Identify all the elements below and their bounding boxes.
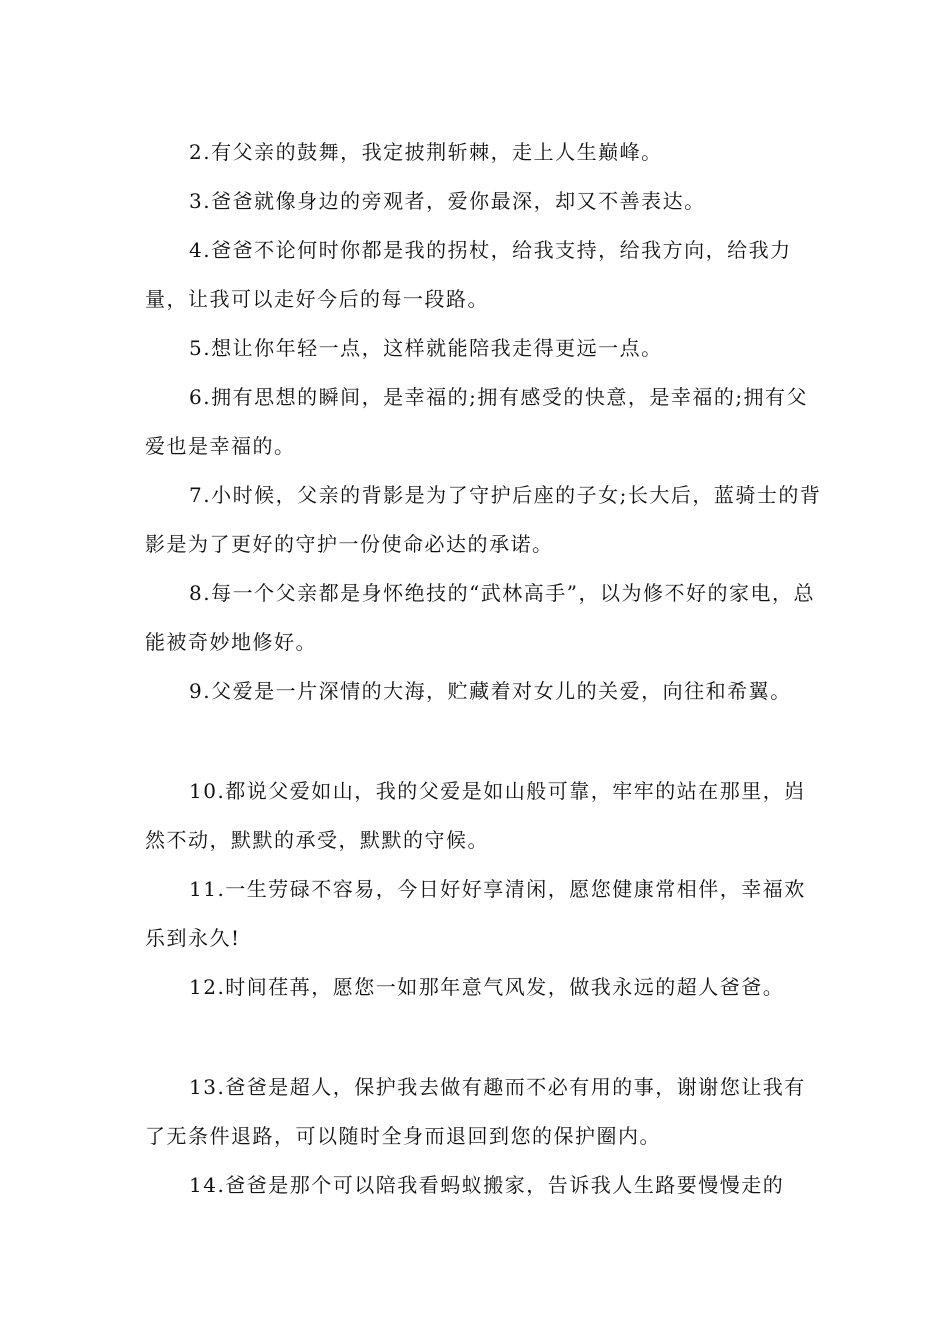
paragraph-10: 10.都说父爱如山，我的父爱是如山般可靠，牢牢的站在那里，岿然不动，默默的承受，默默的守候。 — [145, 779, 806, 852]
paragraph-7: 7.小时候，父亲的背影是为了守护后座的子女;长大后，蓝骑士的背影是为了更好的守护一份使命必达的承诺。 — [145, 483, 822, 556]
paragraph-5: 5.想让你年轻一点，这样就能陪我走得更远一点。 — [189, 336, 663, 360]
paragraph-14: 14.爸爸是那个可以陪我看蚂蚁搬家，告诉我人生路要慢慢走的 — [189, 1173, 785, 1197]
document-body — [145, 128, 825, 1210]
paragraph-spacer — [145, 716, 825, 767]
paragraph-13: 13.爸爸是超人，保护我去做有趣而不必有用的事，谢谢您让我有了无条件退路，可以随时全身而退回到您的保护圈内。 — [145, 1075, 806, 1148]
paragraph-12: 12.时间荏苒，愿您一如那年意气风发，做我永远的超人爸爸。 — [189, 975, 785, 999]
paragraph-9: 9.父爱是一片深情的大海，贮藏着对女儿的关爱，向往和希翼。 — [189, 679, 792, 703]
paragraph-spacer — [145, 1012, 825, 1063]
paragraph-11: 11.一生劳碌不容易，今日好好享清闲，愿您健康常相伴，幸福欢乐到永久! — [145, 877, 806, 950]
paragraph-4: 4.爸爸不论何时你都是我的拐杖，给我支持，给我方向，给我力量，让我可以走好今后的每一段路。 — [145, 238, 792, 311]
paragraph-3: 3.爸爸就像身边的旁观者，爱你最深，却又不善表达。 — [189, 189, 706, 213]
paragraph-2: 2.有父亲的鼓舞，我定披荆斩棘，走上人生巅峰。 — [189, 140, 663, 164]
paragraph-8: 8.每一个父亲都是身怀绝技的“武林高手”，以为修不好的家电，总能被奇妙地修好。 — [145, 581, 816, 654]
paragraph-6: 6.拥有思想的瞬间，是幸福的;拥有感受的快意，是幸福的;拥有父爱也是幸福的。 — [145, 385, 809, 458]
